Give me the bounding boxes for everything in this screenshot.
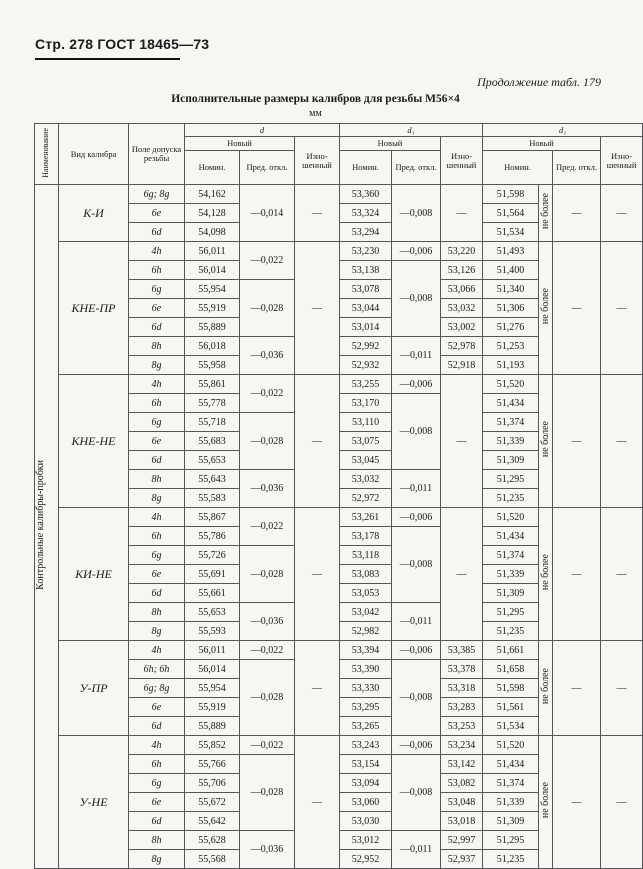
d2-nominal: 51,309 bbox=[483, 451, 539, 470]
d1-worn: 53,048 bbox=[441, 793, 483, 812]
d1-nominal: 52,992 bbox=[340, 337, 392, 356]
d2-nominal: 51,374 bbox=[483, 774, 539, 793]
tolerance-cell: 6h bbox=[129, 261, 185, 280]
d1-worn: — bbox=[441, 508, 483, 641]
d1-nom-header: Номин. bbox=[340, 151, 392, 185]
tolerance-cell: 8h bbox=[129, 603, 185, 622]
d-nominal: 55,683 bbox=[185, 432, 240, 451]
d1-worn: 52,978 bbox=[441, 337, 483, 356]
d-nominal: 55,628 bbox=[185, 831, 240, 850]
d1-deviation: —0,006 bbox=[392, 375, 441, 394]
tolerance-cell: 8g bbox=[129, 850, 185, 869]
d1-nominal: 53,110 bbox=[340, 413, 392, 432]
d-nominal: 54,162 bbox=[185, 185, 240, 204]
d1-nominal: 53,078 bbox=[340, 280, 392, 299]
d2-worn: — bbox=[601, 641, 643, 736]
tolerance-cell: 6g bbox=[129, 280, 185, 299]
continuation-note: Продолжение табл. 179 bbox=[477, 75, 601, 89]
d-nominal: 55,919 bbox=[185, 698, 240, 717]
d1-deviation: —0,006 bbox=[392, 641, 441, 660]
d2-nominal: 51,235 bbox=[483, 489, 539, 508]
d-nominal: 56,018 bbox=[185, 337, 240, 356]
not-more-label: не более bbox=[540, 668, 552, 705]
d1-nominal: 53,053 bbox=[340, 584, 392, 603]
d2-nominal: 51,306 bbox=[483, 299, 539, 318]
tolerance-cell: 6d bbox=[129, 451, 185, 470]
tolerance-cell: 4h bbox=[129, 641, 185, 660]
d-nominal: 55,653 bbox=[185, 603, 240, 622]
d-worn: — bbox=[295, 242, 340, 375]
d2-nominal: 51,520 bbox=[483, 736, 539, 755]
table-caption: Исполнительные размеры калибров для резьбы M56×4 bbox=[171, 93, 460, 105]
d1-nominal: 53,243 bbox=[340, 736, 392, 755]
calibre-kind: КИ-НЕ bbox=[59, 508, 129, 641]
calibre-kind: К-И bbox=[59, 185, 129, 242]
d1-nominal: 53,255 bbox=[340, 375, 392, 394]
d2-nominal: 51,520 bbox=[483, 375, 539, 394]
tolerance-cell: 6d bbox=[129, 812, 185, 831]
d-nominal: 55,786 bbox=[185, 527, 240, 546]
d1-nominal: 53,154 bbox=[340, 755, 392, 774]
d-deviation: —0,036 bbox=[240, 470, 295, 508]
d2-nominal: 51,400 bbox=[483, 261, 539, 280]
tolerance-cell: 6g bbox=[129, 546, 185, 565]
d2-worn: — bbox=[601, 242, 643, 375]
d2-nominal: 51,520 bbox=[483, 508, 539, 527]
d-deviation: —0,028 bbox=[240, 413, 295, 470]
d2-worn: — bbox=[601, 508, 643, 641]
d-deviation: —0,028 bbox=[240, 660, 295, 736]
group-d-header: d bbox=[185, 124, 340, 137]
d1-nominal: 53,294 bbox=[340, 223, 392, 242]
side-label: Контрольные калибры-пробки bbox=[35, 460, 47, 590]
d2-nominal: 51,295 bbox=[483, 603, 539, 622]
d-nominal: 55,867 bbox=[185, 508, 240, 527]
d-dev-header: Пред. откл. bbox=[240, 151, 295, 185]
d2-deviation: — bbox=[553, 185, 601, 242]
d-nominal: 55,643 bbox=[185, 470, 240, 489]
d2-nominal: 51,295 bbox=[483, 831, 539, 850]
col-kind-header: Вид калибра bbox=[59, 124, 129, 185]
group-d1b-header: d₁ bbox=[483, 124, 643, 137]
side-gap-cell bbox=[47, 185, 59, 869]
d-deviation: —0,036 bbox=[240, 603, 295, 641]
d-nominal: 56,014 bbox=[185, 660, 240, 679]
d-nominal: 56,011 bbox=[185, 641, 240, 660]
d1-nominal: 53,042 bbox=[340, 603, 392, 622]
side-label-cell bbox=[35, 185, 47, 869]
tolerance-cell: 6h bbox=[129, 755, 185, 774]
d2-nominal: 51,658 bbox=[483, 660, 539, 679]
d2-dev-header: Пред. откл. bbox=[553, 151, 601, 185]
not-more-cell bbox=[539, 508, 553, 641]
d2-nominal: 51,193 bbox=[483, 356, 539, 375]
d1-deviation: —0,006 bbox=[392, 508, 441, 527]
header-rule bbox=[35, 58, 180, 60]
table-body bbox=[35, 185, 643, 869]
tolerance-cell: 6d bbox=[129, 318, 185, 337]
d1-nominal: 52,932 bbox=[340, 356, 392, 375]
tolerance-cell: 4h bbox=[129, 242, 185, 261]
tolerance-cell: 4h bbox=[129, 508, 185, 527]
d1-nominal: 53,044 bbox=[340, 299, 392, 318]
calibre-kind: КНЕ-ПР bbox=[59, 242, 129, 375]
tolerance-cell: 6e bbox=[129, 565, 185, 584]
tolerance-cell: 6e bbox=[129, 204, 185, 223]
d-nominal: 55,661 bbox=[185, 584, 240, 603]
tolerance-cell: 6e bbox=[129, 299, 185, 318]
d1-worn: 53,253 bbox=[441, 717, 483, 736]
d-nominal: 55,919 bbox=[185, 299, 240, 318]
d2-nominal: 51,434 bbox=[483, 527, 539, 546]
d1-worn: 53,385 bbox=[441, 641, 483, 660]
d2-nominal: 51,235 bbox=[483, 850, 539, 869]
d2-nom-header: Номин. bbox=[483, 151, 553, 185]
d1-worn: 53,066 bbox=[441, 280, 483, 299]
d1-nominal: 53,360 bbox=[340, 185, 392, 204]
tolerance-cell: 6g; 8g bbox=[129, 185, 185, 204]
not-more-cell bbox=[539, 641, 553, 736]
d1-nominal: 52,982 bbox=[340, 622, 392, 641]
d1-deviation: —0,011 bbox=[392, 831, 441, 869]
d-nominal: 56,014 bbox=[185, 261, 240, 280]
d1-nominal: 53,178 bbox=[340, 527, 392, 546]
d2-nominal: 51,564 bbox=[483, 204, 539, 223]
col-tol-header: Поле допуска резьбы bbox=[129, 124, 185, 185]
d-nominal: 55,593 bbox=[185, 622, 240, 641]
d2-nominal: 51,661 bbox=[483, 641, 539, 660]
d1-deviation: —0,008 bbox=[392, 755, 441, 831]
table-row bbox=[35, 736, 643, 755]
table-row bbox=[35, 242, 643, 261]
d2-worn: — bbox=[601, 375, 643, 508]
d-nominal: 55,726 bbox=[185, 546, 240, 565]
d1-worn: 52,937 bbox=[441, 850, 483, 869]
d-deviation: —0,022 bbox=[240, 508, 295, 546]
calibre-kind: У-ПР bbox=[59, 641, 129, 736]
d1-deviation: —0,008 bbox=[392, 394, 441, 470]
d1-deviation: —0,008 bbox=[392, 527, 441, 603]
d-worn: — bbox=[295, 185, 340, 242]
d2-nominal: 51,374 bbox=[483, 413, 539, 432]
d2-nominal: 51,235 bbox=[483, 622, 539, 641]
d1-nominal: 53,390 bbox=[340, 660, 392, 679]
d-nominal: 55,706 bbox=[185, 774, 240, 793]
d1-nominal: 53,138 bbox=[340, 261, 392, 280]
d-nominal: 55,718 bbox=[185, 413, 240, 432]
d1-worn: 53,318 bbox=[441, 679, 483, 698]
d2-nominal: 51,253 bbox=[483, 337, 539, 356]
d-deviation: —0,022 bbox=[240, 641, 295, 660]
tolerance-cell: 4h bbox=[129, 375, 185, 394]
not-more-cell bbox=[539, 736, 553, 869]
d1-nominal: 52,952 bbox=[340, 850, 392, 869]
tolerance-cell: 8h bbox=[129, 470, 185, 489]
d1-deviation: —0,011 bbox=[392, 337, 441, 375]
tolerance-cell: 6h bbox=[129, 394, 185, 413]
d-nominal: 55,889 bbox=[185, 717, 240, 736]
d-nominal: 56,011 bbox=[185, 242, 240, 261]
d-nominal: 55,861 bbox=[185, 375, 240, 394]
d-nominal: 55,954 bbox=[185, 679, 240, 698]
tolerance-cell: 6g; 8g bbox=[129, 679, 185, 698]
d1-worn: 53,018 bbox=[441, 812, 483, 831]
d1-worn-header: Изно-шенный bbox=[441, 137, 483, 185]
not-more-label: не более bbox=[540, 193, 552, 230]
not-more-label: не более bbox=[540, 288, 552, 325]
d1-nominal: 53,012 bbox=[340, 831, 392, 850]
d2-worn-header: Изно-шенный bbox=[601, 137, 643, 185]
table-row bbox=[35, 641, 643, 660]
d2-deviation: — bbox=[553, 508, 601, 641]
d1-worn: 53,032 bbox=[441, 299, 483, 318]
d-nominal: 55,958 bbox=[185, 356, 240, 375]
d2-nominal: 51,534 bbox=[483, 223, 539, 242]
calibre-kind: КНЕ-НЕ bbox=[59, 375, 129, 508]
d1-nominal: 53,083 bbox=[340, 565, 392, 584]
d-nominal: 55,653 bbox=[185, 451, 240, 470]
d1-worn: 53,082 bbox=[441, 774, 483, 793]
tolerance-cell: 6d bbox=[129, 223, 185, 242]
tolerance-cell: 6h; 6h bbox=[129, 660, 185, 679]
d-nominal: 54,128 bbox=[185, 204, 240, 223]
d2-worn: — bbox=[601, 185, 643, 242]
group-d1-header: d₁ bbox=[340, 124, 483, 137]
not-more-label: не более bbox=[540, 782, 552, 819]
d1-worn: 52,918 bbox=[441, 356, 483, 375]
d1-worn: 53,234 bbox=[441, 736, 483, 755]
not-more-label: не более bbox=[540, 554, 552, 591]
d-nominal: 55,889 bbox=[185, 318, 240, 337]
d-deviation: —0,036 bbox=[240, 831, 295, 869]
d2-nominal: 51,434 bbox=[483, 394, 539, 413]
d-worn: — bbox=[295, 736, 340, 869]
calibre-table bbox=[34, 123, 643, 869]
d1-nominal: 53,118 bbox=[340, 546, 392, 565]
d-nominal: 55,642 bbox=[185, 812, 240, 831]
d1-worn: 53,220 bbox=[441, 242, 483, 261]
d-nominal: 55,672 bbox=[185, 793, 240, 812]
d-nominal: 55,778 bbox=[185, 394, 240, 413]
d-deviation: —0,022 bbox=[240, 736, 295, 755]
not-more-label: не более bbox=[540, 421, 552, 458]
tolerance-cell: 6g bbox=[129, 413, 185, 432]
d-nominal: 54,098 bbox=[185, 223, 240, 242]
d-nominal: 55,568 bbox=[185, 850, 240, 869]
tolerance-cell: 6e bbox=[129, 432, 185, 451]
d2-nominal: 51,434 bbox=[483, 755, 539, 774]
tolerance-cell: 6d bbox=[129, 717, 185, 736]
d2-new-header: Новый bbox=[483, 137, 601, 151]
d2-nominal: 51,598 bbox=[483, 679, 539, 698]
d-nominal: 55,766 bbox=[185, 755, 240, 774]
d1-nominal: 53,230 bbox=[340, 242, 392, 261]
tolerance-cell: 6e bbox=[129, 793, 185, 812]
d-deviation: —0,028 bbox=[240, 755, 295, 831]
tolerance-cell: 8g bbox=[129, 489, 185, 508]
not-more-cell bbox=[539, 185, 553, 242]
tolerance-cell: 6g bbox=[129, 774, 185, 793]
d1-nominal: 52,972 bbox=[340, 489, 392, 508]
d-nominal: 55,954 bbox=[185, 280, 240, 299]
d1-worn: 53,126 bbox=[441, 261, 483, 280]
d1-deviation: —0,006 bbox=[392, 736, 441, 755]
d-worn: — bbox=[295, 375, 340, 508]
d1-new-header: Новый bbox=[340, 137, 441, 151]
tolerance-cell: 8g bbox=[129, 356, 185, 375]
d1-worn: 53,142 bbox=[441, 755, 483, 774]
d2-nominal: 51,340 bbox=[483, 280, 539, 299]
not-more-cell bbox=[539, 242, 553, 375]
d-new-header: Новый bbox=[185, 137, 295, 151]
table-row bbox=[35, 185, 643, 204]
tolerance-cell: 6e bbox=[129, 698, 185, 717]
d-deviation: —0,014 bbox=[240, 185, 295, 242]
d1-nominal: 53,045 bbox=[340, 451, 392, 470]
tolerance-cell: 8h bbox=[129, 831, 185, 850]
d-deviation: —0,022 bbox=[240, 375, 295, 413]
d1-nominal: 53,075 bbox=[340, 432, 392, 451]
d1-deviation: —0,008 bbox=[392, 261, 441, 337]
d1-worn: 53,002 bbox=[441, 318, 483, 337]
d1-nominal: 53,295 bbox=[340, 698, 392, 717]
tolerance-cell: 8g bbox=[129, 622, 185, 641]
d2-nominal: 51,339 bbox=[483, 793, 539, 812]
not-more-cell bbox=[539, 375, 553, 508]
d-nominal: 55,852 bbox=[185, 736, 240, 755]
calibre-kind: У-НЕ bbox=[59, 736, 129, 869]
d2-deviation: — bbox=[553, 242, 601, 375]
d2-nominal: 51,534 bbox=[483, 717, 539, 736]
d1-nominal: 53,014 bbox=[340, 318, 392, 337]
d2-nominal: 51,339 bbox=[483, 432, 539, 451]
d-nominal: 55,583 bbox=[185, 489, 240, 508]
table-row bbox=[35, 375, 643, 394]
d-worn: — bbox=[295, 508, 340, 641]
d2-nominal: 51,493 bbox=[483, 242, 539, 261]
d1-nominal: 53,060 bbox=[340, 793, 392, 812]
d1-nominal: 53,094 bbox=[340, 774, 392, 793]
d1-worn: 53,283 bbox=[441, 698, 483, 717]
d-nominal: 55,691 bbox=[185, 565, 240, 584]
d2-worn: — bbox=[601, 736, 643, 869]
tolerance-cell: 6h bbox=[129, 527, 185, 546]
d1-deviation: —0,006 bbox=[392, 242, 441, 261]
col-name-header: Наименование bbox=[35, 124, 59, 185]
d1-worn: 53,378 bbox=[441, 660, 483, 679]
d2-deviation: — bbox=[553, 641, 601, 736]
d1-worn: 52,997 bbox=[441, 831, 483, 850]
d1-worn: — bbox=[441, 375, 483, 508]
d2-nominal: 51,339 bbox=[483, 565, 539, 584]
d-deviation: —0,028 bbox=[240, 546, 295, 603]
d1-nominal: 53,330 bbox=[340, 679, 392, 698]
tolerance-cell: 6d bbox=[129, 584, 185, 603]
d1-deviation: —0,008 bbox=[392, 185, 441, 242]
d1-deviation: —0,008 bbox=[392, 660, 441, 736]
d1-nominal: 53,170 bbox=[340, 394, 392, 413]
d2-deviation: — bbox=[553, 375, 601, 508]
d1-nominal: 53,394 bbox=[340, 641, 392, 660]
d-nom-header: Номин. bbox=[185, 151, 240, 185]
d1-deviation: —0,011 bbox=[392, 603, 441, 641]
d-deviation: —0,022 bbox=[240, 242, 295, 280]
d2-nominal: 51,309 bbox=[483, 584, 539, 603]
d2-deviation: — bbox=[553, 736, 601, 869]
page-header: Стр. 278 ГОСТ 18465—73 bbox=[35, 36, 210, 52]
table-unit: мм bbox=[309, 108, 322, 119]
d1-dev-header: Пред. откл. bbox=[392, 151, 441, 185]
d-deviation: —0,036 bbox=[240, 337, 295, 375]
d1-deviation: —0,011 bbox=[392, 470, 441, 508]
d1-nominal: 53,261 bbox=[340, 508, 392, 527]
d2-nominal: 51,295 bbox=[483, 470, 539, 489]
d-deviation: —0,028 bbox=[240, 280, 295, 337]
tolerance-cell: 8h bbox=[129, 337, 185, 356]
d2-nominal: 51,276 bbox=[483, 318, 539, 337]
d2-nominal: 51,374 bbox=[483, 546, 539, 565]
d-worn: — bbox=[295, 641, 340, 736]
d1-worn: — bbox=[441, 185, 483, 242]
d2-nominal: 51,561 bbox=[483, 698, 539, 717]
d2-nominal: 51,598 bbox=[483, 185, 539, 204]
d1-nominal: 53,032 bbox=[340, 470, 392, 489]
d1-nominal: 53,030 bbox=[340, 812, 392, 831]
d1-nominal: 53,324 bbox=[340, 204, 392, 223]
tolerance-cell: 4h bbox=[129, 736, 185, 755]
table-row bbox=[35, 508, 643, 527]
d2-nominal: 51,309 bbox=[483, 812, 539, 831]
d-worn-header: Изно-шенный bbox=[295, 137, 340, 185]
d1-nominal: 53,265 bbox=[340, 717, 392, 736]
